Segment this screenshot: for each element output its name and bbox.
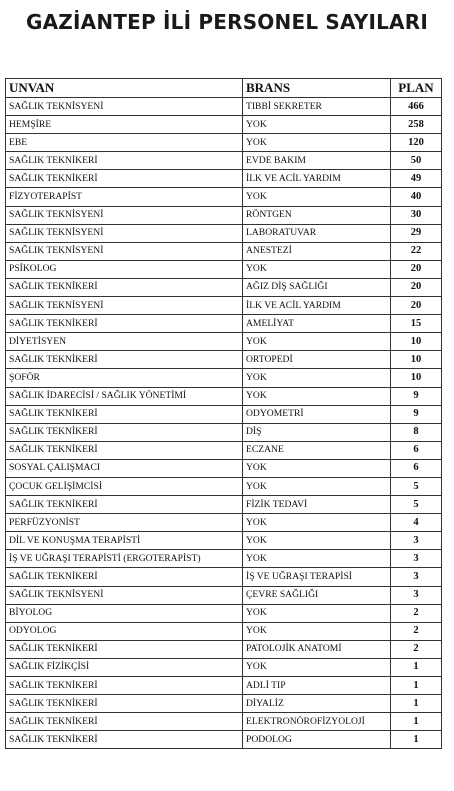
table-row xyxy=(6,260,442,278)
cell-unvan: SAĞLIK TEKNİKERİ xyxy=(6,405,243,423)
cell-plan: 3 xyxy=(391,550,442,568)
cell-plan: 20 xyxy=(391,297,442,315)
cell-brans: YOK xyxy=(243,622,391,640)
cell-brans: YOK xyxy=(243,116,391,134)
cell-unvan: İŞ VE UĞRAŞI TERAPİSTİ (ERGOTERAPİST) xyxy=(6,550,243,568)
cell-plan: 10 xyxy=(391,351,442,369)
cell-brans: DİŞ xyxy=(243,423,391,441)
cell-brans: PATOLOJİK ANATOMİ xyxy=(243,640,391,658)
cell-unvan: SAĞLIK TEKNİSYENİ xyxy=(6,297,243,315)
table-row xyxy=(6,188,442,206)
cell-unvan: HEMŞİRE xyxy=(6,116,243,134)
table-row xyxy=(6,278,442,296)
cell-brans: AMELİYAT xyxy=(243,315,391,333)
cell-unvan: SAĞLIK TEKNİSYENİ xyxy=(6,224,243,242)
cell-unvan: SAĞLIK TEKNİSYENİ xyxy=(6,98,243,116)
table-row xyxy=(6,514,442,532)
cell-brans: İLK VE ACİL YARDIM xyxy=(243,297,391,315)
table-row xyxy=(6,695,442,713)
cell-brans: YOK xyxy=(243,550,391,568)
cell-brans: ADLİ TIP xyxy=(243,677,391,695)
table-row xyxy=(6,387,442,405)
cell-plan: 50 xyxy=(391,152,442,170)
cell-unvan: SAĞLIK TEKNİKERİ xyxy=(6,278,243,296)
table-row xyxy=(6,731,442,749)
table-row xyxy=(6,441,442,459)
cell-brans: YOK xyxy=(243,604,391,622)
table-row xyxy=(6,297,442,315)
cell-brans: YOK xyxy=(243,658,391,676)
table-row xyxy=(6,152,442,170)
cell-plan: 1 xyxy=(391,695,442,713)
cell-unvan: SAĞLIK İDARECİSİ / SAĞLIK YÖNETİMİ xyxy=(6,387,243,405)
cell-plan: 1 xyxy=(391,731,442,749)
personnel-table xyxy=(5,78,442,749)
cell-brans: YOK xyxy=(243,333,391,351)
cell-unvan: EBE xyxy=(6,134,243,152)
cell-brans: YOK xyxy=(243,369,391,387)
column-header-brans: BRANS xyxy=(243,79,391,98)
cell-plan: 466 xyxy=(391,98,442,116)
cell-plan: 30 xyxy=(391,206,442,224)
cell-brans: YOK xyxy=(243,532,391,550)
cell-unvan: SAĞLIK TEKNİKERİ xyxy=(6,351,243,369)
cell-plan: 5 xyxy=(391,496,442,514)
cell-brans: ECZANE xyxy=(243,441,391,459)
table-row xyxy=(6,604,442,622)
cell-plan: 40 xyxy=(391,188,442,206)
cell-unvan: SAĞLIK TEKNİKERİ xyxy=(6,640,243,658)
cell-brans: YOK xyxy=(243,387,391,405)
table-row xyxy=(6,242,442,260)
table-row xyxy=(6,170,442,188)
cell-unvan: DİL VE KONUŞMA TERAPİSTİ xyxy=(6,532,243,550)
cell-plan: 5 xyxy=(391,477,442,495)
cell-plan: 20 xyxy=(391,278,442,296)
cell-unvan: DİYETİSYEN xyxy=(6,333,243,351)
cell-plan: 29 xyxy=(391,224,442,242)
cell-plan: 3 xyxy=(391,568,442,586)
table-row xyxy=(6,98,442,116)
cell-unvan: SAĞLIK TEKNİKERİ xyxy=(6,152,243,170)
table-row xyxy=(6,369,442,387)
cell-brans: ORTOPEDİ xyxy=(243,351,391,369)
cell-unvan: SAĞLIK TEKNİSYENİ xyxy=(6,586,243,604)
cell-brans: AĞIZ DİŞ SAĞLIĞI xyxy=(243,278,391,296)
table-row xyxy=(6,677,442,695)
cell-brans: PODOLOG xyxy=(243,731,391,749)
table-row xyxy=(6,532,442,550)
table-row xyxy=(6,134,442,152)
cell-brans: YOK xyxy=(243,134,391,152)
cell-unvan: SAĞLIK TEKNİKERİ xyxy=(6,677,243,695)
cell-plan: 8 xyxy=(391,423,442,441)
table-row xyxy=(6,658,442,676)
cell-plan: 1 xyxy=(391,677,442,695)
cell-unvan: ŞOFÖR xyxy=(6,369,243,387)
cell-unvan: SAĞLIK TEKNİKERİ xyxy=(6,441,243,459)
cell-plan: 9 xyxy=(391,405,442,423)
cell-plan: 2 xyxy=(391,640,442,658)
cell-brans: LABORATUVAR xyxy=(243,224,391,242)
cell-brans: ODYOMETRİ xyxy=(243,405,391,423)
table-row xyxy=(6,315,442,333)
cell-plan: 20 xyxy=(391,260,442,278)
table-row xyxy=(6,405,442,423)
cell-brans: FİZİK TEDAVİ xyxy=(243,496,391,514)
table-row xyxy=(6,477,442,495)
cell-brans: İLK VE ACİL YARDIM xyxy=(243,170,391,188)
cell-unvan: SAĞLIK TEKNİKERİ xyxy=(6,496,243,514)
cell-unvan: PERFÜZYONİST xyxy=(6,514,243,532)
cell-unvan: ÇOCUK GELİŞİMCİSİ xyxy=(6,477,243,495)
cell-unvan: ODYOLOG xyxy=(6,622,243,640)
table-row xyxy=(6,586,442,604)
table-row xyxy=(6,640,442,658)
cell-unvan: SAĞLIK TEKNİKERİ xyxy=(6,315,243,333)
cell-plan: 1 xyxy=(391,713,442,731)
cell-unvan: BİYOLOG xyxy=(6,604,243,622)
cell-plan: 258 xyxy=(391,116,442,134)
cell-unvan: SAĞLIK TEKNİKERİ xyxy=(6,568,243,586)
table-row xyxy=(6,713,442,731)
cell-plan: 3 xyxy=(391,586,442,604)
cell-unvan: SAĞLIK TEKNİKERİ xyxy=(6,423,243,441)
table-row xyxy=(6,351,442,369)
cell-brans: YOK xyxy=(243,459,391,477)
column-header-plan: PLAN xyxy=(391,79,442,98)
table-row xyxy=(6,333,442,351)
cell-unvan: SAĞLIK FİZİKÇİSİ xyxy=(6,658,243,676)
cell-unvan: SAĞLIK TEKNİKERİ xyxy=(6,713,243,731)
cell-brans: YOK xyxy=(243,260,391,278)
cell-brans: İŞ VE UĞRAŞI TERAPİSİ xyxy=(243,568,391,586)
cell-brans: ANESTEZİ xyxy=(243,242,391,260)
table-header-row xyxy=(6,79,442,98)
table-row xyxy=(6,206,442,224)
cell-plan: 6 xyxy=(391,441,442,459)
cell-brans: EVDE BAKIM xyxy=(243,152,391,170)
cell-brans: YOK xyxy=(243,188,391,206)
cell-plan: 15 xyxy=(391,315,442,333)
cell-plan: 2 xyxy=(391,622,442,640)
cell-unvan: SAĞLIK TEKNİKERİ xyxy=(6,731,243,749)
table-row xyxy=(6,496,442,514)
page-title: GAZİANTEP İLİ PERSONEL SAYILARI xyxy=(26,10,428,34)
cell-unvan: SAĞLIK TEKNİKERİ xyxy=(6,695,243,713)
table-row xyxy=(6,622,442,640)
cell-unvan: FİZYOTERAPİST xyxy=(6,188,243,206)
table-row xyxy=(6,224,442,242)
cell-plan: 22 xyxy=(391,242,442,260)
cell-plan: 10 xyxy=(391,369,442,387)
cell-plan: 4 xyxy=(391,514,442,532)
cell-plan: 2 xyxy=(391,604,442,622)
cell-plan: 120 xyxy=(391,134,442,152)
table-body xyxy=(6,98,442,749)
cell-plan: 6 xyxy=(391,459,442,477)
cell-brans: ÇEVRE SAĞLIĞI xyxy=(243,586,391,604)
cell-brans: YOK xyxy=(243,477,391,495)
cell-plan: 10 xyxy=(391,333,442,351)
table-row xyxy=(6,550,442,568)
cell-plan: 3 xyxy=(391,532,442,550)
cell-unvan: SAĞLIK TEKNİKERİ xyxy=(6,170,243,188)
table-row xyxy=(6,116,442,134)
cell-plan: 1 xyxy=(391,658,442,676)
cell-unvan: SAĞLIK TEKNİSYENİ xyxy=(6,206,243,224)
cell-unvan: SOSYAL ÇALIŞMACI xyxy=(6,459,243,477)
cell-plan: 49 xyxy=(391,170,442,188)
cell-unvan: SAĞLIK TEKNİSYENİ xyxy=(6,242,243,260)
column-header-unvan: UNVAN xyxy=(6,79,243,98)
cell-brans: RÖNTGEN xyxy=(243,206,391,224)
table-row xyxy=(6,459,442,477)
cell-brans: YOK xyxy=(243,514,391,532)
cell-plan: 9 xyxy=(391,387,442,405)
table-row xyxy=(6,423,442,441)
table-row xyxy=(6,568,442,586)
cell-brans: TIBBİ SEKRETER xyxy=(243,98,391,116)
cell-brans: ELEKTRONÖROFİZYOLOJİ xyxy=(243,713,391,731)
cell-brans: DİYALİZ xyxy=(243,695,391,713)
cell-unvan: PSİKOLOG xyxy=(6,260,243,278)
